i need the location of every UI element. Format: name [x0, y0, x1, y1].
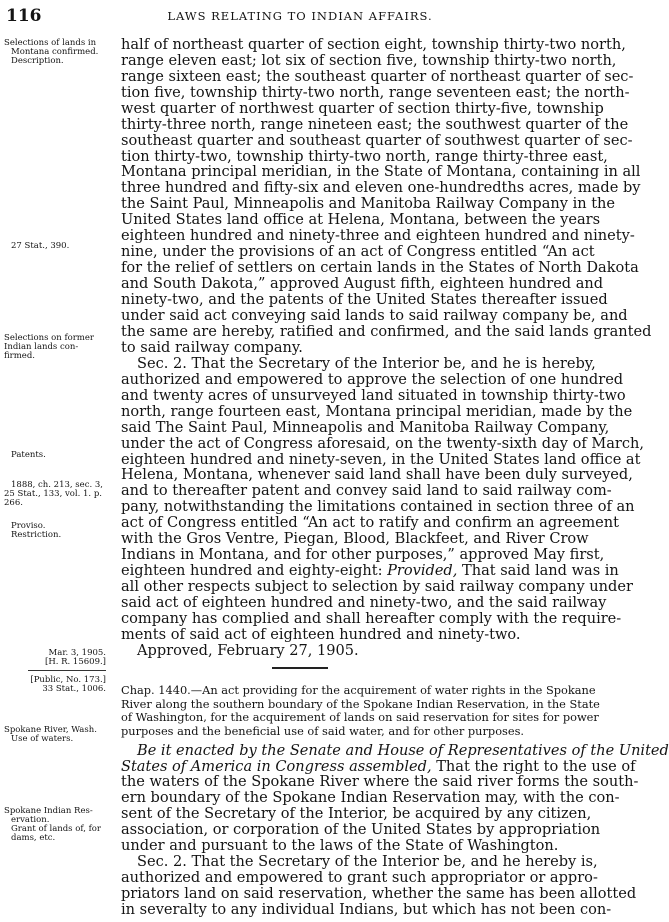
- margin-note: Patents.: [11, 449, 46, 460]
- body-line: to said railway company.: [121, 338, 303, 356]
- body-line: ments of said act of eighteen hundred and ninety-two.: [121, 625, 521, 643]
- margin-note: Selections of lands in: [4, 37, 97, 48]
- margin-note: dams, etc.: [11, 833, 56, 844]
- body-line: association, or corporation of the United States by appropriation: [121, 821, 601, 839]
- proviso-word: Provided,: [387, 562, 458, 580]
- body-line: all other respects subject to selection by said railway company under: [121, 578, 633, 596]
- body-line: north, range fourteen east, Montana principal meridian, made by the: [121, 402, 633, 420]
- enacting-part: That the right to the use of: [436, 757, 636, 775]
- chapter-line: of Washington, for the acquirement of lands on said reservation for sites for power: [121, 709, 599, 724]
- body-line: the Saint Paul, Minneapolis and Manitoba Railway Company in the: [121, 195, 616, 213]
- body-line: pany, notwithstanding the limitations contained in section three of an: [121, 498, 635, 516]
- chapter-line: Chap. 1440.—An act providing for the acquirement of water rights in the Spokane: [121, 682, 596, 697]
- body-line: range eleven east; lot six of section five, township thirty-two north,: [121, 51, 617, 69]
- margin-note: 33 Stat., 1006.: [42, 683, 106, 694]
- margin-note: 25 Stat., 133, vol. 1. p.: [4, 489, 102, 500]
- body-line: under and pursuant to the laws of the State of Washington.: [121, 837, 559, 855]
- body-line-part: eighteen hundred and eighty-eight:: [121, 562, 383, 580]
- margin-note: Proviso.: [11, 521, 46, 532]
- body-line: three hundred and fifty-six and eleven one-hundredths acres, made by: [121, 179, 641, 197]
- body-line: west quarter of northwest quarter of section thirty-five, township: [121, 99, 604, 117]
- approved-line: Approved, February 27, 1905.: [137, 641, 359, 659]
- body-line: act of Congress entitled “An act to ratify and confirm an agreement: [121, 514, 619, 532]
- body-line: Indians in Montana, and for other purposes,” approved May first,: [121, 546, 605, 564]
- body-line: United States land office at Helena, Montana, between the years: [121, 211, 601, 229]
- enacting-line: [121, 757, 636, 775]
- body-line: thirty-three north, range nineteen east; the southwest quarter of the: [121, 115, 629, 133]
- margin-note: ervation.: [11, 815, 50, 826]
- margin-note: [Public, No. 173.]: [30, 674, 106, 685]
- page-header: [6, 6, 594, 28]
- margin-note: 266.: [4, 498, 23, 509]
- enacting-line: Be it enacted by the Senate and House of Representatives of the United: [137, 741, 669, 759]
- body-line: authorized and empowered to grant such appropriator or appro-: [121, 869, 598, 887]
- chapter-line: purposes and the beneficial use of said water, and for other purposes.: [121, 723, 525, 738]
- running-head: LAWS RELATING TO INDIAN AFFAIRS.: [167, 9, 433, 23]
- body-line: company has complied and shall hereafter comply with the require-: [121, 610, 622, 627]
- body-line: authorized and empowered to approve the selection of one hundred: [121, 370, 624, 388]
- chapter-line: River along the southern boundary of the Spokane Indian Reservation, in the State: [121, 696, 600, 711]
- margin-note: Grant of lands of, for: [11, 824, 101, 835]
- body-line: [121, 562, 619, 580]
- body-line: Helena, Montana, whenever said land shall have been duly surveyed,: [121, 466, 633, 484]
- margin-note: Restriction.: [11, 530, 62, 541]
- body-line: with the Gros Ventre, Piegan, Blood, Blackfeet, and River Crow: [121, 530, 589, 548]
- section-divider: [272, 667, 328, 669]
- margin-note: Spokane River, Wash.: [4, 724, 97, 735]
- body-line: eighteen hundred and ninety-seven, in the United States land office at: [121, 450, 641, 468]
- body-line: under the act of Congress aforesaid, on the twenty-sixth day of March,: [121, 434, 645, 452]
- body-line: in severalty to any individual Indians, but which has not been con-: [121, 901, 612, 919]
- body-line: tion thirty-two, township thirty-two north, range thirty-three east,: [121, 147, 608, 165]
- body-line: the waters of the Spokane River where the said river forms the south-: [121, 773, 639, 791]
- body-line: Montana principal meridian, in the State of Montana, containing in all: [121, 163, 641, 181]
- margin-note: 27 Stat., 390.: [11, 241, 70, 252]
- page-number: 116: [6, 6, 42, 26]
- body-line: ninety-two, and the patents of the United States thereafter issued: [121, 291, 608, 309]
- body-line: Sec. 2. That the Secretary of the Interior be, and he is hereby,: [137, 354, 596, 372]
- body-line: said act of eighteen hundred and ninety-two, and the said railway: [121, 594, 607, 612]
- margin-note: Mar. 3, 1905.: [48, 647, 106, 658]
- margin-note: firmed.: [4, 350, 35, 361]
- enacting-part: States of America in Congress assembled,: [121, 757, 432, 775]
- body-line: nine, under the provisions of an act of Congress entitled “An act: [121, 243, 595, 261]
- body-line: said The Saint Paul, Minneapolis and Manitoba Railway Company,: [121, 418, 610, 436]
- body-line: Sec. 2. That the Secretary of the Interior be, and he hereby is,: [137, 853, 598, 871]
- body-line: ern boundary of the Spokane Indian Reservation may, with the con-: [121, 789, 620, 807]
- margin-note: Use of waters.: [11, 733, 74, 744]
- body-line: tion five, township thirty-two north, range seventeen east; the north-: [121, 83, 630, 101]
- body-line: the same are hereby, ratified and confirmed, and the said lands granted: [121, 322, 652, 340]
- body-line-part: That said land was in: [462, 562, 619, 580]
- body-line: and to thereafter patent and convey said land to said railway com-: [121, 482, 612, 500]
- body-line: southeast quarter and southeast quarter of southwest quarter of sec-: [121, 131, 633, 149]
- body-line: eighteen hundred and ninety-three and eighteen hundred and ninety-: [121, 227, 635, 245]
- body-line: range sixteen east; the southeast quarter of northeast quarter of sec-: [121, 67, 634, 85]
- margin-note: Selections on former: [4, 332, 94, 343]
- margin-note: Description.: [11, 55, 64, 66]
- body-line: under said act conveying said lands to said railway company be, and: [121, 306, 628, 324]
- body-line: sent of the Secretary of the Interior, be acquired by any citizen,: [121, 805, 592, 823]
- margin-note: Spokane Indian Res-: [4, 806, 93, 817]
- margin-note: 1888, ch. 213, sec. 3,: [11, 480, 103, 491]
- margin-note: [H. R. 15609.]: [45, 656, 106, 667]
- body-line: and twenty acres of unsurveyed land situated in township thirty-two: [121, 386, 626, 404]
- body-line: priators land on said reservation, whether the same has been allotted: [121, 885, 637, 903]
- margin-note: Montana confirmed.: [11, 46, 99, 57]
- body-line: for the relief of settlers on certain lands in the States of North Dakota: [121, 259, 639, 277]
- body-line: and South Dakota,” approved August fifth, eighteen hundred and: [121, 275, 604, 293]
- body-line: half of northeast quarter of section eight, township thirty-two north,: [121, 35, 626, 53]
- margin-divider: [28, 670, 106, 671]
- margin-note: Indian lands con-: [4, 341, 79, 352]
